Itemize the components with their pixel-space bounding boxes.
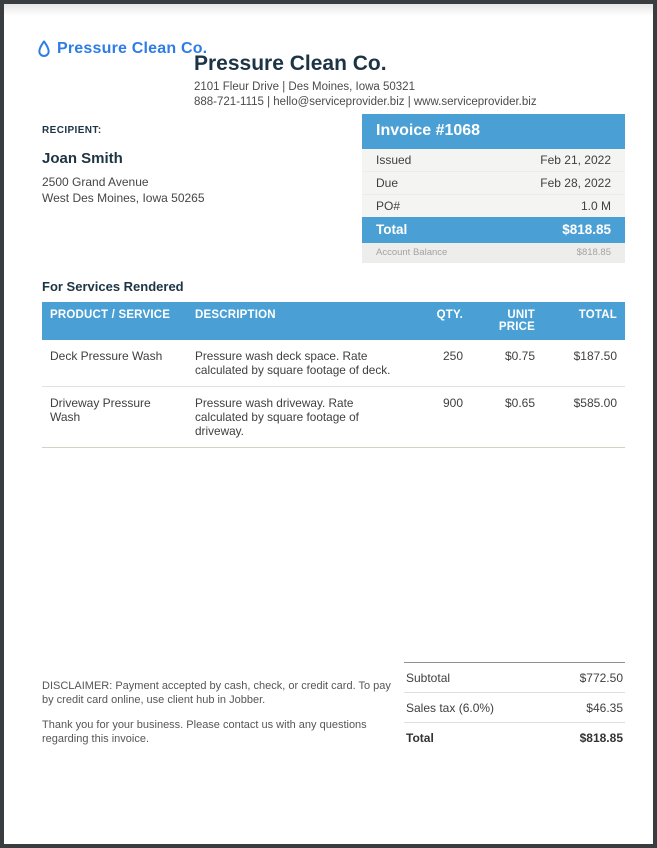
recipient-label: RECIPIENT:	[42, 125, 102, 136]
thank-you-text: Thank you for your business. Please contact us with any questions regarding this invoice.	[42, 719, 367, 745]
column-header-description: DESCRIPTION	[187, 302, 409, 340]
account-balance-value: $818.85	[576, 247, 611, 258]
issued-value: Feb 21, 2022	[540, 153, 611, 167]
issued-label: Issued	[376, 153, 412, 167]
invoice-summary-panel	[362, 114, 625, 263]
company-header	[194, 52, 537, 109]
recipient-address-line1: 2500 Grand Avenue	[42, 175, 149, 189]
sales-tax-row	[404, 693, 625, 723]
services-section	[42, 279, 625, 448]
invoice-issued-row	[362, 149, 625, 172]
item-description: Pressure wash driveway. Rate calculated by square footage of driveway.	[187, 387, 409, 448]
subtotal-label: Subtotal	[406, 671, 451, 685]
invoice-number-header: Invoice #1068	[362, 114, 625, 149]
recipient-name: Joan Smith	[42, 150, 123, 167]
item-unit-price: $0.75	[471, 340, 543, 387]
invoice-due-row	[362, 172, 625, 195]
subtotal-value: $772.50	[579, 671, 623, 685]
recipient-address-line2: West Des Moines, Iowa 50265	[42, 191, 205, 205]
item-description: Pressure wash deck space. Rate calculated by square footage of deck.	[187, 340, 409, 387]
company-logo	[37, 40, 207, 58]
invoice-total-row	[362, 217, 625, 243]
item-product: Driveway Pressure Wash	[42, 387, 187, 448]
item-product: Deck Pressure Wash	[42, 340, 187, 387]
item-total: $585.00	[543, 387, 625, 448]
due-value: Feb 28, 2022	[540, 176, 611, 190]
account-balance-row	[362, 243, 625, 263]
totals-block	[404, 662, 625, 752]
invoice-po-row	[362, 195, 625, 217]
grand-total-row	[404, 723, 625, 752]
column-header-product: PRODUCT / SERVICE	[42, 302, 187, 340]
line-items-table	[42, 302, 625, 448]
company-contact: 888-721-1115 | hello@serviceprovider.biz | www.serviceprovider.biz	[194, 95, 537, 108]
column-header-qty: QTY.	[409, 302, 471, 340]
sales-tax-value: $46.35	[586, 701, 623, 715]
item-total: $187.50	[543, 340, 625, 387]
disclaimer-text: DISCLAIMER: Payment accepted by cash, check, or credit card. To pay by credit card online, use client hub in Jobber.	[42, 680, 391, 706]
company-name: Pressure Clean Co.	[194, 52, 387, 75]
droplet-icon	[37, 40, 51, 58]
grand-total-label: Total	[406, 731, 434, 745]
invoice-total-value: $818.85	[562, 222, 611, 237]
table-row	[42, 340, 625, 387]
grand-total-value: $818.85	[579, 731, 623, 745]
due-label: Due	[376, 176, 399, 190]
footer-notes	[42, 680, 394, 746]
invoice-meta-rows	[362, 149, 625, 217]
item-unit-price: $0.65	[471, 387, 543, 448]
recipient-block	[42, 125, 205, 206]
company-address: 2101 Fleur Drive | Des Moines, Iowa 50321	[194, 81, 415, 93]
item-qty: 900	[409, 387, 471, 448]
logo-text: Pressure Clean Co.	[57, 40, 208, 57]
invoice-total-label: Total	[376, 222, 408, 237]
po-value: 1.0 M	[580, 199, 611, 213]
po-label: PO#	[376, 199, 401, 213]
account-balance-label: Account Balance	[376, 247, 448, 258]
sales-tax-label: Sales tax (6.0%)	[406, 701, 495, 715]
subtotal-row	[404, 663, 625, 693]
column-header-unit-price: UNIT PRICE	[471, 302, 543, 340]
table-row	[42, 387, 625, 448]
item-qty: 250	[409, 340, 471, 387]
services-section-title: For Services Rendered	[42, 279, 184, 294]
table-header-row	[42, 302, 625, 340]
column-header-total: TOTAL	[543, 302, 625, 340]
